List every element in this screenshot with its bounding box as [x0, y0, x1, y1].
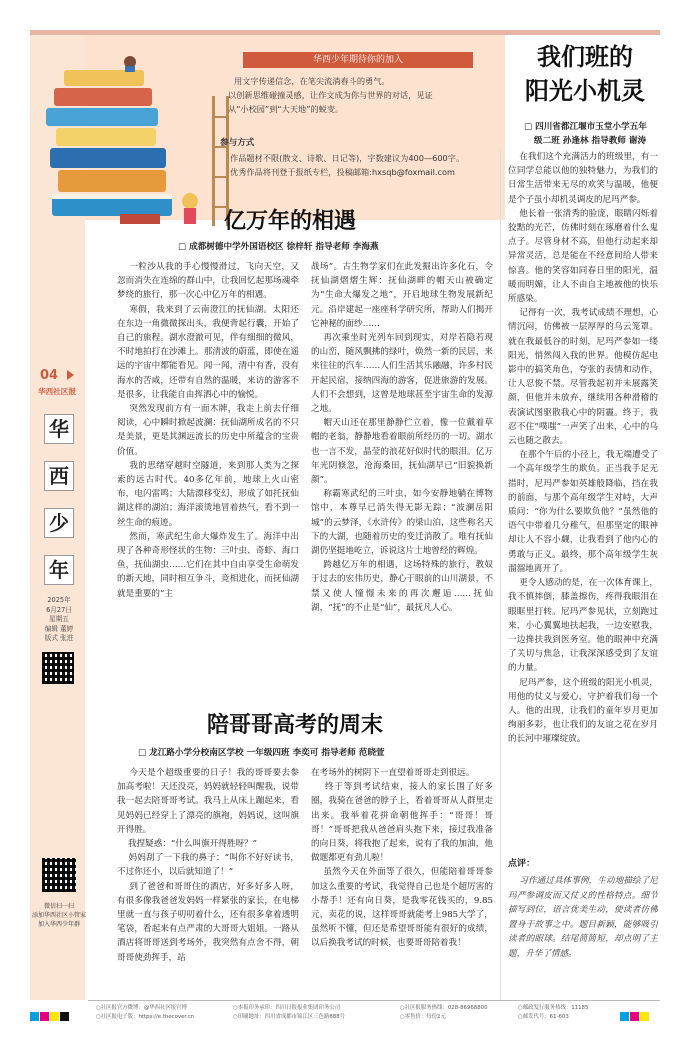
page-number: 04: [40, 368, 59, 383]
date-line: 版式 张进: [44, 634, 74, 642]
footer: [88, 1004, 658, 1032]
review-text: 习作通过具体事例，生动地描绘了尼玛严参调皮而又仗义的性格特点。细节描写到位，语言优美生动，使读者仿佛置身于故事之中。题目新颖，能够吸引读者的眼球。结尾简简短，却点明了主题，升华了情感。: [508, 876, 658, 959]
qr-code-icon[interactable]: [42, 858, 76, 892]
article-title: 陪哥哥高考的周末: [206, 713, 383, 738]
method-heading: 参与方式: [220, 138, 255, 148]
qr-caption: [30, 902, 88, 929]
footer-line: ○邮政发行服务热线：11185: [518, 1005, 589, 1011]
article-title: 亿万年的相遇: [223, 209, 356, 234]
article-byline: □ 龙江路小学分校南区学校 一年级四班 李奕可 指导老师 范晓萱: [138, 748, 385, 758]
masthead-char: 少: [44, 508, 74, 538]
title-line: 我们班的: [537, 43, 633, 71]
article-column: 战场”。古生物学家们在此发掘出许多化石，令抚仙湖熠熠生辉：抚仙湖畔的帽天山被确定为“生命大爆发之地”，开启地球生物发展新纪元。沿岸建起一座座科学研究所，帮助人们揭开它神秘的面纱…… 再次乘坐时光列车回到现实，对岸若隐若现的山峦，随风飘拂的绿叶，焕然一新的民居，来来往往的汽车……人们生活其乐融融，许多村民开起民宿，接纳四海的游客，促进旅游的发展。人们不会想到，这曾是地球甚至宇宙生命的发源之地。 帽天山还在那里静静伫立着，像一位戴着草帽的老翁，静静地看着眼前所经历的一切。湖水也一言不发，晶莹的浪花好似时代的眼泪。亿万年光阴倏忽，沧海桑田，抚仙湖早已“旧貌换新颜”。 称霸寒武纪的三叶虫，如今安静地躺在博物馆中，本尊早已消失得无影无踪；“波澜岳阳城”的云梦泽，《水浒传》的梁山泊，这些称名天下的大湖，也随着历史的变迁消散了。唯有抚仙湖仍坚挺地屹立，诉说这片土地曾经的辉煌。 跨越亿万年的相遇，这场特殊的旅行，教奴于过去的宏伟历史，静心于眼前的山川湖景，不禁又使人憧憬未来的再次邂逅……抚仙湖，“抚”的不止是“仙”，最抚凡人心。: [311, 262, 493, 613]
review-label: 点评：: [508, 859, 536, 869]
article-column: 在我们这个充满活力的班级里，有一位同学总能以他的独特魅力，为我们的日常生活带来无尽的欢笑与温暖，他便是个子虽小却机灵调皮的尼玛严参。 他长着一张清秀的脸庞，眼睛闪烁着狡黠的光芒，仿佛时刻在琢磨着什么鬼点子。尽管身材不高，但他行动起来却异常灵活，总是能在不经意间给人带来惊喜。他的笑容如同春日里的阳光，温暖而明媚，让人不由自主地被他的快乐所感染。 记得有一次，我考试成绩不理想，心情沉闷，仿佛被一层厚厚的乌云笼罩。就在我最低谷的时刻，尼玛严参如一缕阳光，悄然闯入我的世界。他模仿起电影中的搞笑角色，夸张的表情和动作，让人忍俊不禁。尽管我起初并未展露笑颜，但他并未放弃，继续用各种滑稽的表演试图驱散我心中的阴霾。终于，我忍不住“噗嗤”一声笑了出来，心中的乌云也随之散去。 在那个午后的小径上，我无端遭受了一个高年级学生的欺负。正当我手足无措时，尼玛严参如英雄般降临，挡在我的前面，与那个高年级学生对峙，大声质问：“你为什么要欺负他？”虽然他的语气中带着几分稚气，但那坚定的眼神却让人不容小觑，让我看到了他内心的勇敢与正义。最终，那个高年级学生灰溜溜地离开了。 更令人感动的是，在一次体育课上，我不慎摔倒，膝盖擦伤，疼得我眼泪在眼眶里打转。尼玛严参见状，立刻跑过来，小心翼翼地扶起我，一边安慰我，一边搀扶我到医务室。他的眼神中充满了关切与焦急，让我深深感受到了友谊的力量。 尼玛严参，这个班级的阳光小机灵，用他的仗义与爱心，守护着我们每一个人。他的出现，让我们的童年岁月更加绚丽多彩，也让我们的友谊之花在岁月的长河中璀璨绽放。: [508, 152, 658, 745]
intro-line: 以创新思维碰撞灵感，让作文成为你与世界的对话，见证: [228, 90, 433, 100]
footer-line: ○印刷地址：四川省成都市锦江区三色路888号: [233, 1014, 346, 1020]
title-line: 阳光小机灵: [525, 77, 645, 105]
qr-caption-line: 添加华西社区小管家: [31, 912, 86, 919]
article-column: 在考场外的树阴下一直望着哥哥走到很远。 终于等到考试结束，接人的家长围了好多圈，我骑在爸爸的脖子上，看着哥哥从人群里走出来。我举着花拼命朝他挥手：“哥哥！哥哥！”哥哥把我从爸爸肩头抱下来，接过我准备的向日葵，将我抱了起来，说有了我的加油，他做题都更有劲儿啦！ 虽然今天在外面等了很久，但能陪着哥哥参加这么重要的考试，我觉得自己也是个超厉害的小帮手！还有向日葵，是我零花钱买的，9.85元，卖花的说，这样哥哥就能考上985大学了，虽然听不懂，但还是希望哥哥能有很好的成绩，以后换我考试的时候，也要哥哥陪着我！: [311, 768, 493, 949]
page-arrow-icon: [67, 370, 74, 380]
footer-col: [96, 1004, 226, 1022]
footer-line: ○社区报服务热线：028-86968800: [400, 1005, 488, 1011]
article-column: 一粒沙从我的手心慢慢滑过，飞向天空，又忽而消失在连绵的群山中，让我回忆起那场魂牵梦绕的旅行，那一次心中亿万年的相遇。 寒假，我来到了云南澄江的抚仙湖。太阳还在东边一角微微探出头，我便背起行囊，开始了自己的旅程。湖水澄澈可见，伴有细细的微风，不时地拍打在沙滩上。那清波的蔚蓝，即使在遥远的宇宙中都能看见。闻一闻，清中有香，没有海水的苦咸，还带有自然的温暖，来访的游客不是很多，让我能自由挥洒心中的愉悦。 突然发现前方有一面木牌，我走上前去仔细阅读，心中瞬时掀起波澜：抚仙湖所成名的不只是美景，更是其渊远流长的历史中所蕴含的宝贵价值。 我的思绪穿越时空隧道，来到那人类为之探索的远古时代。40多亿年前，地球上火山密布，电闪雷鸣；大陆漂移变幻，形成了如托抚仙湖这样的湖泊；海洋滚烫地冒着热气，看不到一丝生命的痕迹。 然而，寒武纪生命大爆炸发生了。海洋中出现了各种奇形怪状的生物：三叶虫、奇虾、海口鱼，抚仙湖虫……它们在其中自由享受生命萌发的新天地，同时相互争斗，竞相进化，而抚仙湖就是重要的“主: [117, 262, 299, 599]
article-byline: [524, 120, 662, 148]
section-name: 华西社区报: [38, 387, 76, 396]
footer-divider: [88, 1000, 660, 1001]
date-line: 2025年: [47, 596, 71, 604]
date-line: 星期五: [49, 615, 69, 623]
footer-col: [233, 1004, 393, 1022]
masthead-char: 华: [44, 414, 74, 444]
hero-intro: [228, 74, 498, 116]
method-text: [230, 151, 500, 179]
masthead-char: 西: [44, 461, 74, 491]
byline-line: □ 四川省都江堰市玉堂小学五年: [524, 122, 647, 132]
intro-line: 从“小校园”到“大天地”的蜕变。: [228, 104, 344, 114]
recruit-banner: 华西少年期待你的加入: [243, 52, 473, 68]
intro-line: 用文字传递信念，在笔尖流淌春斗的勇气。: [234, 76, 390, 86]
qr-caption-line: 加入华西少年群: [37, 921, 80, 928]
footer-line: ○邮发代号：61-603: [518, 1014, 569, 1020]
column-divider: [500, 150, 501, 1000]
footer-col: [400, 1004, 520, 1022]
footer-line: ○社区报官方微博：@华西社区报官博: [96, 1005, 187, 1011]
footer-line: ○零售价：每份2元: [400, 1014, 446, 1020]
method-line: 优秀作品将刊登于报纸专栏，投稿邮箱:hxsqb@foxmail.com: [230, 167, 455, 177]
qr-caption-line: 微信扫一扫: [43, 903, 74, 910]
date-line: 6月27日: [46, 605, 72, 614]
article-column: 今天是个超级重要的日子！我的哥哥要去参加高考啦！天还没亮，妈妈就轻轻叫醒我，说带我一起去陪哥哥考试。我马上从床上蹦起来，看见妈妈已经穿上了漂亮的旗袍，妈妈说，这叫旗开得胜。 我捏疑惑：“什么叫旗开得胜呀？” 妈妈刮了一下我的鼻子：“叫你不好好读书，不过你还小，以后就知道了！” 到了爸爸和哥哥住的酒店，好多好多人呀，有很多像我爸爸发妈妈一样紧张的家长，在电梯里就一直与孩子叨叨着什么，还有很多拿着透明笔袋，看起来有点严肃的大哥哥大姐姐。一路从酒店将哥哥送到考场外，我突然有点舍不得，朝哥哥使劲挥手，站: [117, 768, 299, 963]
byline-line: 级二班 孙逢林 指导教师 谢涛: [534, 136, 647, 146]
masthead-char: 年: [44, 555, 74, 585]
method-line: 作品题材不限(散文、诗歌、日记等)，字数建议为400—600字。: [230, 153, 465, 163]
footer-line: ○社区报电子版：https://e.thecover.cn: [96, 1014, 195, 1020]
issue-date: [36, 596, 82, 644]
date-line: 编辑 董婷: [44, 624, 74, 633]
footer-line: ○本报印务承印：四川日报报业集团印务公司: [233, 1005, 341, 1011]
qr-code-icon[interactable]: [42, 652, 74, 684]
article-byline: □ 成都树德中学外国语校区 徐梓轩 指导老师 李海燕: [178, 242, 379, 252]
article-title: [510, 40, 660, 108]
color-mark-icon: [30, 1010, 90, 1024]
footer-col: [518, 1004, 618, 1022]
